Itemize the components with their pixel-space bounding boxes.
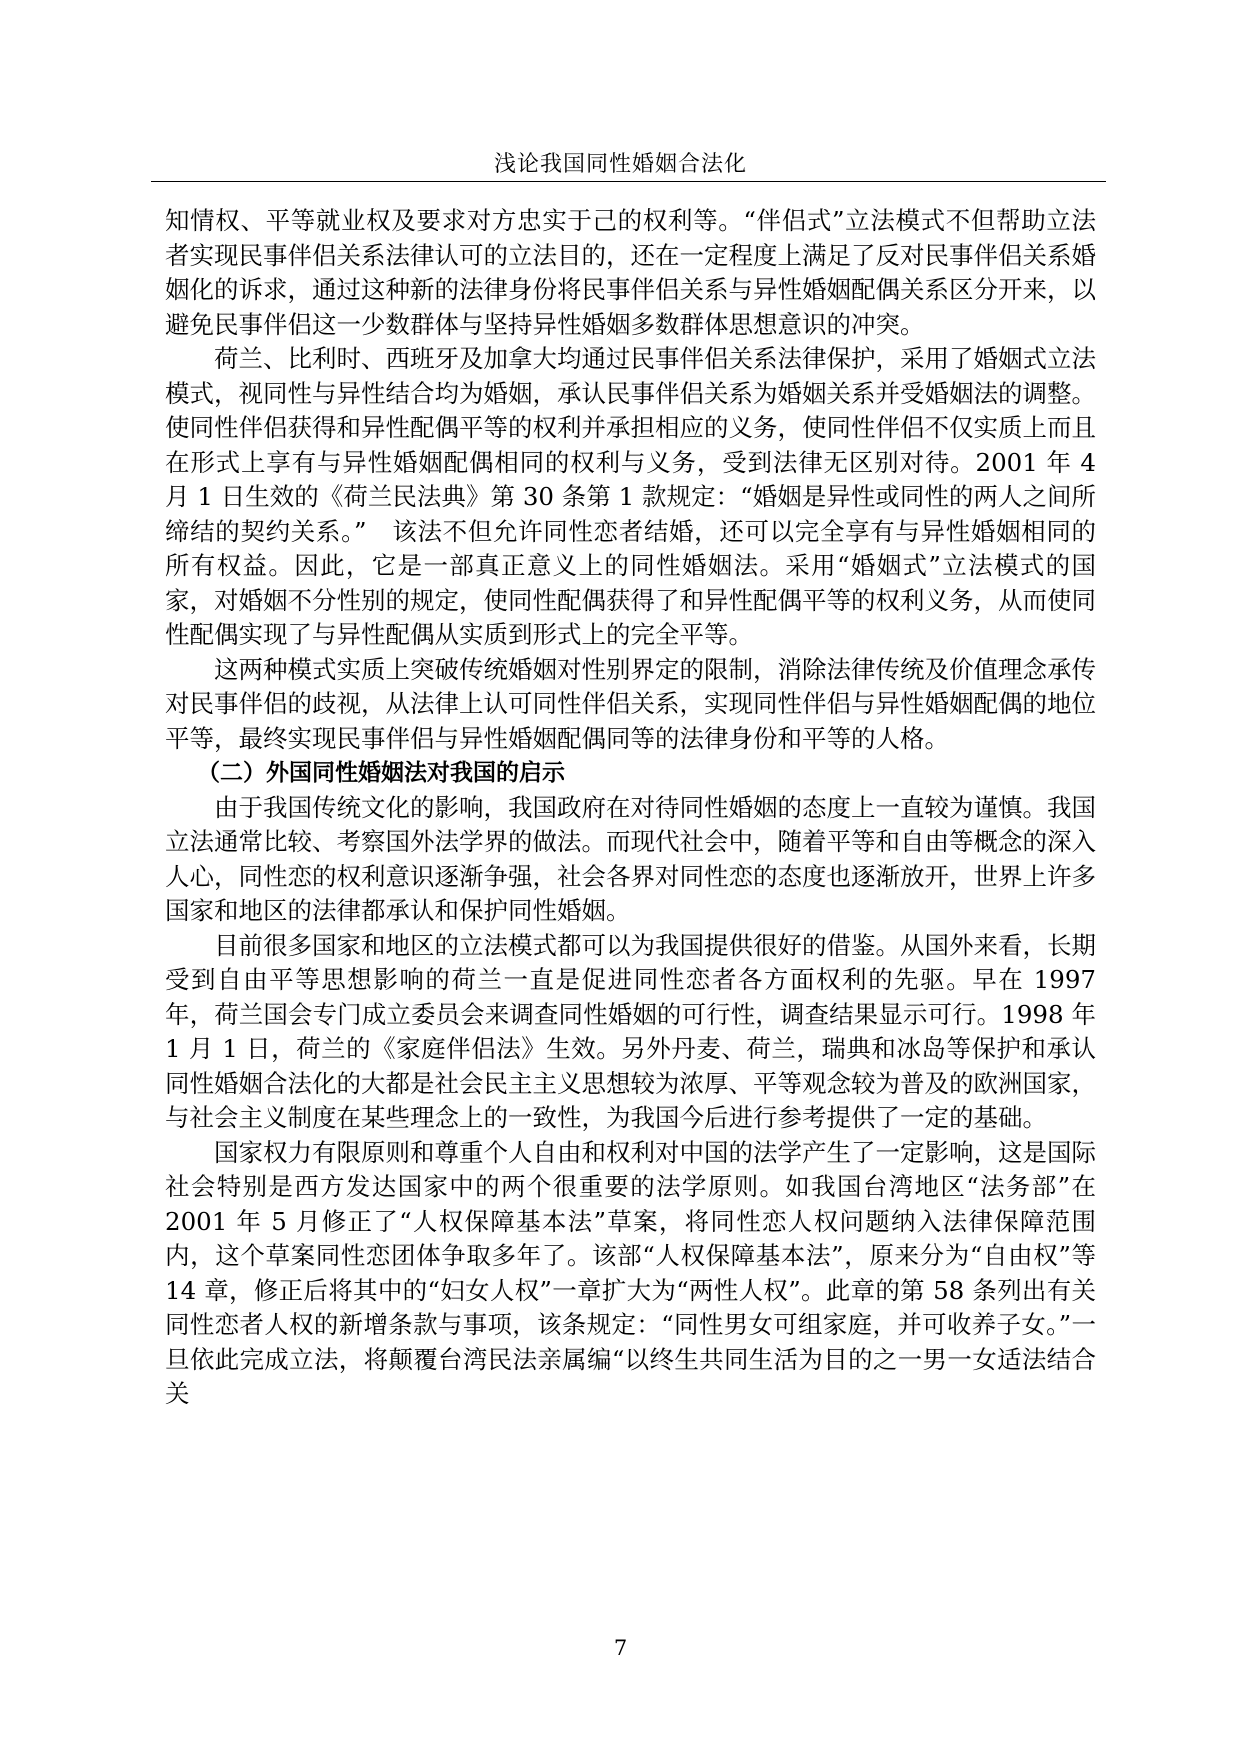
- body-text: [165, 204, 1096, 1412]
- header-rule: [151, 181, 1106, 182]
- section-heading: （二）外国同性婚姻法对我国的启示: [197, 760, 565, 786]
- paragraph-5: 目前很多国家和地区的立法模式都可以为我国提供很好的借鉴。从国外来看，长期受到自由平等思想影响的荷兰一直是促进同性恋者各方面权利的先驱。早在 1997 年，荷兰国会专门成立委员会来调查同性婚姻的可行性，调查结果显示可行。1998 年 1 月 1 日，荷兰的《家庭伴侣法》生效。另外丹麦、荷兰，瑞典和冰岛等保护和承认同性婚姻合法化的大都是社会民主主义思想较为浓厚、平等观念较为普及的欧洲国家，与社会主义制度在某些理念上的一致性，为我国今后进行参考提供了一定的基础。: [165, 930, 1096, 1132]
- paragraph-6: 国家权力有限原则和尊重个人自由和权利对中国的法学产生了一定影响，这是国际社会特别是西方发达国家中的两个很重要的法学原则。如我国台湾地区“法务部”在 2001 年 5 月修正了“人权保障基本法”草案，将同性恋人权问题纳入法律保障范围内，这个草案同性恋团体争取多年了。该部“人权保障基本法”，原来分为“自由权”等 14 章，修正后将其中的“妇女人权”一章扩大为“两性人权”。此章的第 58 条列出有关同性恋者人权的新增条款与事项，该条规定：“同性男女可组家庭，并可收养子女。”一旦依此完成立法，将颠覆台湾民法亲属编“以终生共同生活为目的之一男一女适法结合关: [165, 1137, 1096, 1408]
- page-number: 7: [613, 1636, 628, 1660]
- paragraph-2: 荷兰、比利时、西班牙及加拿大均通过民事伴侣关系法律保护，采用了婚姻式立法模式，视同性与异性结合均为婚姻，承认民事伴侣关系为婚姻关系并受婚姻法的调整。使同性伴侣获得和异性配偶平等的权利并承担相应的义务，使同性伴侣不仅实质上而且在形式上享有与异性婚姻配偶相同的权利与义务，受到法律无区别对待。2001 年 4 月 1 日生效的《荷兰民法典》第 30 条第 1 款规定：“婚姻是异性或同性的两人之间所缔结的契约关系。” 该法不但允许同性恋者结婚，还可以完全享有与异性婚姻相同的所有权益。因此，它是一部真正意义上的同性婚姻法。采用“婚姻式”立法模式的国家，对婚姻不分性别的规定，使同性配偶获得了和异性配偶平等的权利义务，从而使同性配偶实现了与异性配偶从实质到形式上的完全平等。: [165, 344, 1096, 649]
- running-header: 浅论我国同性婚姻合法化: [493, 152, 747, 177]
- paragraph-1: 知情权、平等就业权及要求对方忠实于己的权利等。“伴侣式”立法模式不但帮助立法者实现民事伴侣关系法律认可的立法目的，还在一定程度上满足了反对民事伴侣关系婚姻化的诉求，通过这种新的法律身份将民事伴侣关系与异性婚姻配偶关系区分开来，以避免民事伴侣这一少数群体与坚持异性婚姻多数群体思想意识的冲突。: [165, 206, 1096, 339]
- paragraph-3: 这两种模式实质上突破传统婚姻对性别界定的限制，消除法律传统及价值理念承传对民事伴侣的歧视，从法律上认可同性伴侣关系，实现同性伴侣与异性婚姻配偶的地位平等，最终实现民事伴侣与异性婚姻配偶同等的法律身份和平等的人格。: [165, 654, 1096, 753]
- paragraph-4: 由于我国传统文化的影响，我国政府在对待同性婚姻的态度上一直较为谨慎。我国立法通常比较、考察国外法学界的做法。而现代社会中，随着平等和自由等概念的深入人心，同性恋的权利意识逐渐争强，社会各界对同性恋的态度也逐渐放开，世界上许多国家和地区的法律都承认和保护同性婚姻。: [165, 792, 1096, 925]
